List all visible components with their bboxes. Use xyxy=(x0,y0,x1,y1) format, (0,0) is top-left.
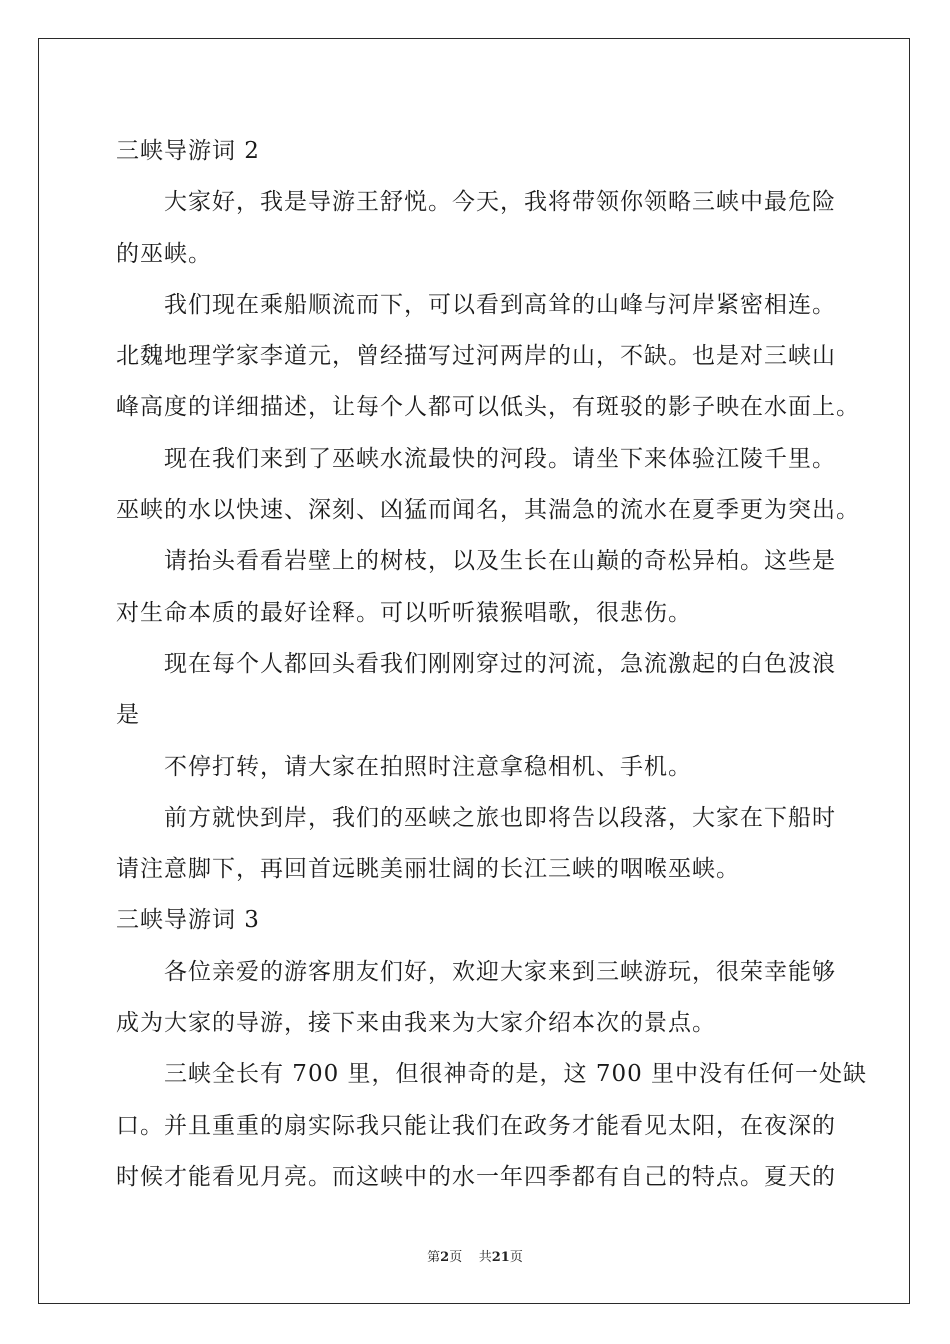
paragraph-line: 请注意脚下，再回首远眺美丽壮阔的长江三峡的咽喉巫峡。 xyxy=(116,856,740,883)
section-heading: 三峡导游词 2 xyxy=(116,138,260,164)
paragraph-line: 北魏地理学家李道元，曾经描写过河两岸的山，不缺。也是对三峡山 xyxy=(116,343,836,370)
document-body xyxy=(116,126,868,1203)
paragraph-line: 各位亲爱的游客朋友们好，欢迎大家来到三峡游玩，很荣幸能够 xyxy=(164,958,836,985)
paragraph-line: 成为大家的导游，接下来由我来为大家介绍本次的景点。 xyxy=(116,1010,716,1037)
section-heading: 三峡导游词 3 xyxy=(116,907,260,934)
paragraph-line: 峰高度的详细描述，让每个人都可以低头，有斑驳的影子映在水面上。 xyxy=(116,394,860,421)
paragraph-line: 不停打转，请大家在拍照时注意拿稳相机、手机。 xyxy=(164,753,692,780)
paragraph-line: 时候才能看见月亮。而这峡中的水一年四季都有自己的特点。夏天的 xyxy=(116,1163,836,1190)
page-number: 2 xyxy=(440,1250,450,1265)
total-prefix: 共 xyxy=(478,1250,492,1265)
page-suffix: 页 xyxy=(449,1250,463,1265)
paragraph-line: 前方就快到岸，我们的巫峡之旅也即将告以段落，大家在下船时 xyxy=(164,804,836,831)
paragraph-line: 是 xyxy=(116,702,140,729)
page-footer xyxy=(0,1246,950,1265)
paragraph-line: 现在每个人都回头看我们刚刚穿过的河流，急流激起的白色波浪 xyxy=(164,650,836,677)
total-pages: 21 xyxy=(491,1250,510,1265)
paragraph-line: 大家好，我是导游王舒悦。今天，我将带领你领略三峡中最危险 xyxy=(164,189,836,216)
paragraph-line: 请抬头看看岩壁上的树枝，以及生长在山巅的奇松异柏。这些是 xyxy=(164,548,836,575)
paragraph-line: 巫峡的水以快速、深刻、凶猛而闻名，其湍急的流水在夏季更为突出。 xyxy=(116,497,860,524)
total-suffix: 页 xyxy=(509,1250,523,1265)
page-prefix: 第 xyxy=(427,1250,441,1265)
paragraph-line: 对生命本质的最好诠释。可以听听猿猴唱歌，很悲伤。 xyxy=(116,599,692,626)
paragraph-line: 我们现在乘船顺流而下，可以看到高耸的山峰与河岸紧密相连。 xyxy=(164,291,836,318)
paragraph-line: 三峡全长有 700 里，但很神奇的是，这 700 里中没有任何一处缺 xyxy=(164,1061,868,1088)
paragraph-line: 的巫峡。 xyxy=(116,240,212,267)
paragraph-line: 口。并且重重的扇实际我只能让我们在政务才能看见太阳，在夜深的 xyxy=(116,1112,836,1139)
paragraph-line: 现在我们来到了巫峡水流最快的河段。请坐下来体验江陵千里。 xyxy=(164,445,836,472)
